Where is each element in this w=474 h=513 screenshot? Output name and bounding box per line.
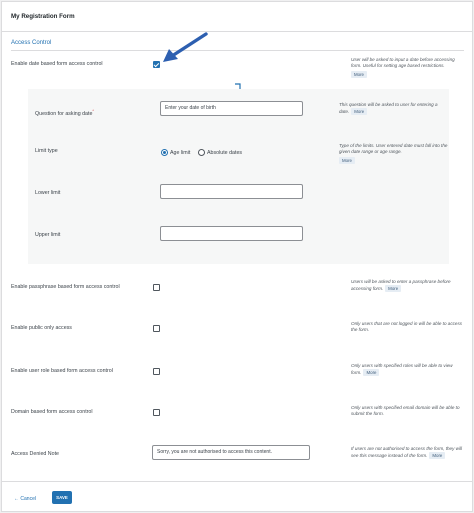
limit-type-more-button[interactable]: More	[339, 157, 355, 164]
public-only-checkbox[interactable]	[153, 325, 160, 332]
cancel-label: Cancel	[20, 496, 36, 502]
domain-help: Only users with specified email domain will be able to submit the form.	[351, 405, 460, 417]
date-access-help-text: User will be asked to input a date before accessing form. Useful for setting age based restrictions.	[351, 57, 455, 69]
denied-note-more-button[interactable]: More	[429, 452, 445, 459]
date-access-label: Enable date based form access control	[11, 61, 103, 67]
denied-note-help	[351, 446, 463, 460]
domain-label: Domain based form access control	[11, 409, 93, 415]
denied-note-help-text: If users are not authorised to access the form, they will see this message instead of the form.	[351, 446, 463, 459]
question-help-text: This question will be asked to user for entering a date.	[339, 102, 438, 115]
passphrase-more-button[interactable]: More	[385, 285, 401, 292]
denied-note-label: Access Denied Note	[11, 451, 59, 457]
date-access-more-button[interactable]: More	[351, 71, 367, 78]
lower-limit-input[interactable]	[160, 184, 303, 199]
radio-absolute-dates-label: Absolute dates	[207, 150, 243, 156]
passphrase-checkbox[interactable]	[153, 284, 160, 291]
passphrase-help	[351, 279, 463, 293]
footer-divider	[2, 481, 472, 482]
section-title-access-control: Access Control	[11, 40, 52, 46]
limit-type-label: Limit type	[35, 148, 58, 154]
required-mark: *	[92, 108, 94, 113]
question-label	[35, 108, 94, 117]
save-button[interactable]: SAVE	[52, 491, 72, 504]
passphrase-label: Enable passphrase based form access control	[11, 284, 120, 290]
question-help	[339, 102, 449, 116]
upper-limit-input[interactable]	[160, 226, 303, 241]
limit-type-help	[339, 143, 449, 164]
limit-type-help-text: Type of the limits. User entered date must fall into the given date range or age range.	[339, 143, 448, 155]
public-only-help: Only users that are not logged in will be able to access the form.	[351, 321, 463, 333]
user-role-more-button[interactable]: More	[363, 369, 379, 376]
question-input[interactable]: Enter your date of birth	[160, 101, 303, 116]
form-settings-panel	[1, 1, 473, 512]
question-more-button[interactable]: More	[351, 108, 367, 115]
denied-note-input[interactable]: Sorry, you are not authorised to access this content.	[152, 445, 310, 460]
question-label-text: Question for asking date	[35, 110, 93, 117]
panel-header	[2, 2, 472, 32]
radio-absolute-dates[interactable]	[198, 149, 205, 156]
cancel-link[interactable]: ← Cancel	[14, 496, 36, 502]
public-only-label: Enable public only access	[11, 325, 72, 331]
page-title: My Registration Form	[11, 13, 75, 20]
radio-age-limit[interactable]	[161, 149, 168, 156]
lower-limit-label: Lower limit	[35, 190, 61, 196]
date-access-checkbox[interactable]	[153, 61, 160, 68]
annotation-arrow-icon	[160, 32, 210, 66]
section-divider	[11, 50, 464, 51]
user-role-checkbox[interactable]	[153, 368, 160, 375]
date-access-help	[351, 57, 463, 78]
user-role-label: Enable user role based form access control	[11, 368, 113, 374]
domain-checkbox[interactable]	[153, 409, 160, 416]
passphrase-help-text: Users will be asked to enter a passphrase before accessing form.	[351, 279, 451, 292]
user-role-help-text: Only users with specified roles will be able to view form.	[351, 363, 453, 376]
radio-age-limit-label: Age limit	[170, 150, 191, 156]
upper-limit-label: Upper limit	[35, 232, 61, 238]
user-role-help	[351, 363, 463, 377]
